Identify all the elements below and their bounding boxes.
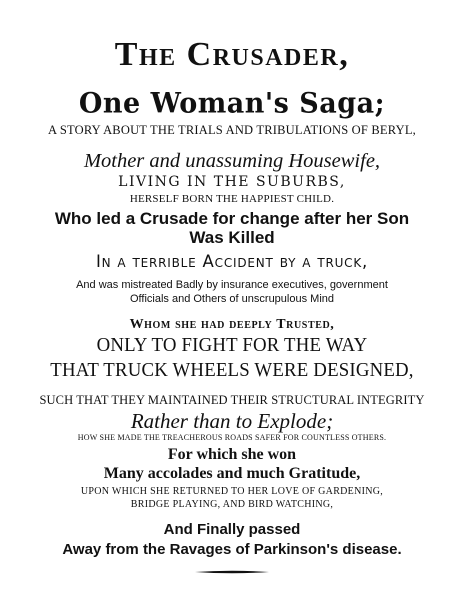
text-line: For which she won xyxy=(167,446,297,463)
text-line: A STORY ABOUT THE TRIALS AND TRIBULATIONS OF BERYL, xyxy=(47,123,416,137)
text-line: And Finally passed xyxy=(163,521,301,538)
text-line: Officials and Others of unscrupulous Mind xyxy=(129,293,334,305)
text-line: Many accolades and much Gratitude, xyxy=(103,465,361,482)
document-title: The Crusader, xyxy=(114,36,350,73)
document-subtitle: One Woman's Saga; xyxy=(78,87,386,120)
text-line: ONLY TO FIGHT FOR THE WAY xyxy=(96,334,368,356)
text-line: LIVING IN THE SUBURBS, xyxy=(118,174,346,190)
text-line: HERSELF BORN THE HAPPIEST CHILD. xyxy=(129,193,335,205)
text-line: Whom she had deeply Trusted, xyxy=(129,317,335,332)
text-line: In a terrible Accident by a truck, xyxy=(95,252,369,271)
text-line: Mother and unassuming Housewife, xyxy=(83,150,381,172)
text-line: THAT TRUCK WHEELS WERE DESIGNED, xyxy=(50,359,414,381)
text-line: Rather than to Explode; xyxy=(130,409,334,433)
text-line: Who led a Crusade for change after her Son xyxy=(54,209,410,228)
text-line: Was Killed xyxy=(189,228,275,247)
ornament-divider xyxy=(195,570,269,574)
text-line: BRIDGE PLAYING, AND BIRD WATCHING, xyxy=(130,499,334,510)
text-line: Away from the Ravages of Parkinson's disease. xyxy=(62,541,402,558)
text-line: HOW SHE MADE THE TREACHEROUS ROADS SAFER FOR COUNTLESS OTHERS. xyxy=(77,433,387,442)
text-line: SUCH THAT THEY MAINTAINED THEIR STRUCTURAL INTEGRITY xyxy=(39,393,425,407)
text-line: UPON WHICH SHE RETURNED TO HER LOVE OF GARDENING, xyxy=(80,486,384,497)
text-line: And was mistreated Badly by insurance executives, government xyxy=(76,279,388,291)
